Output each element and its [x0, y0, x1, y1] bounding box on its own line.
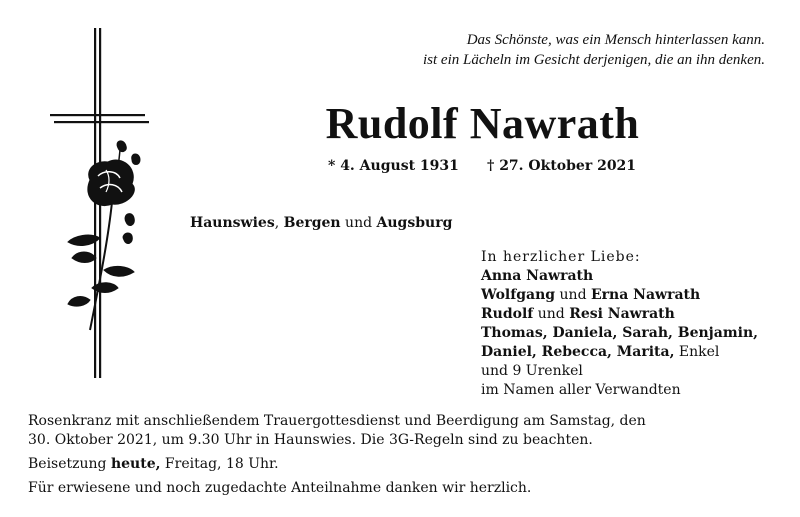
mourner-line: und 9 Urenkel — [481, 363, 583, 379]
mourner-line: im Namen aller Verwandten — [481, 382, 681, 398]
epitaph-quote — [340, 30, 765, 70]
mourner-line: Anna Nawrath — [481, 268, 594, 284]
thanks-paragraph: Für erwiesene und noch zugedachte Anteilnahme danken wir herzlich. — [28, 480, 532, 496]
mourner-line: Wolfgang und Erna Nawrath — [481, 287, 701, 303]
birth-date: * 4. August 1931 — [328, 158, 459, 174]
mourner-line: Thomas, Daniela, Sarah, Benjamin, — [481, 325, 758, 341]
mourner-line: Rudolf und Resi Nawrath — [481, 306, 675, 322]
service-details — [28, 412, 788, 498]
place-bergen: Bergen — [283, 215, 341, 231]
mourner-line: Daniel, Rebecca, Marita, Enkel — [481, 344, 720, 360]
places-line: Haunswies, Bergen und Augsburg — [190, 215, 453, 231]
mourners-intro: In herzlicher Liebe: — [481, 249, 641, 265]
rose-icon — [60, 140, 170, 340]
place-augsburg: Augsburg — [376, 215, 453, 231]
mourners-block — [481, 248, 758, 400]
death-date: † 27. Oktober 2021 — [487, 158, 637, 174]
deceased-name: Rudolf Nawrath — [325, 99, 640, 148]
service-paragraph: Rosenkranz mit anschließendem Trauergottesdienst und Beerdigung am Samstag, den 30. Oktober 2021, um 9.30 Uhr in Haunswies. Die 3G-Regeln sind zu beachten. — [28, 413, 646, 448]
quote-line-2: ist ein Lächeln im Gesicht derjenigen, die an ihn denken. — [422, 52, 765, 68]
quote-line-1: Das Schönste, was ein Mensch hinterlassen kann. — [466, 32, 765, 48]
burial-paragraph: Beisetzung heute, Freitag, 18 Uhr. — [28, 456, 279, 472]
place-haunswies: Haunswies — [190, 215, 275, 231]
